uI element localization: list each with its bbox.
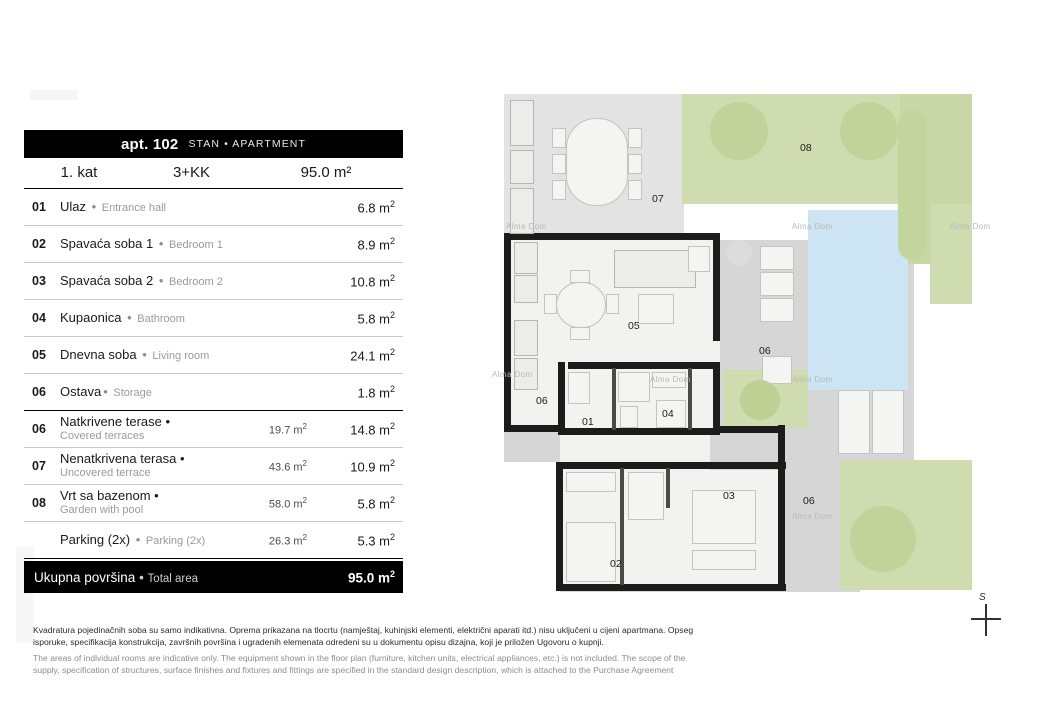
shrub-icon <box>840 102 898 160</box>
row-name: Kupaonica • Bathroom <box>60 309 185 325</box>
row-number: 02 <box>32 237 46 251</box>
row-name: Ulaz • Entrance hall <box>60 198 167 214</box>
wall-bedroom-west <box>556 462 563 590</box>
row-name-hr: Kupaonica <box>60 309 122 325</box>
row-name: Spavaća soba 2 • Bedroom 2 <box>60 272 223 288</box>
row-name-hr: Vrt sa bazenom • <box>60 488 159 503</box>
parking-space <box>838 390 870 454</box>
row-name-en: Bedroom 1 <box>169 238 223 251</box>
partition-bathroom-west <box>612 368 616 430</box>
row-number: 07 <box>32 459 46 473</box>
row-name-hr: Ostava <box>60 383 102 399</box>
row-number: 06 <box>32 422 46 436</box>
row-area: 10.8 $m^2$ <box>350 272 395 290</box>
wall-bedroom-south <box>556 584 786 591</box>
row-name-en: Garden with pool <box>60 504 144 517</box>
row-area: 1.8 $m^2$ <box>357 383 395 401</box>
room-label-03: 03 <box>723 490 735 502</box>
row-area: 24.1 $m^2$ <box>350 346 395 364</box>
row-name <box>60 414 239 444</box>
table-row <box>24 448 403 485</box>
outdoor-chair <box>552 180 566 200</box>
compass-rose <box>965 592 1007 636</box>
table-row <box>24 226 403 263</box>
table-row <box>24 337 403 374</box>
wall-north <box>504 233 720 240</box>
corridor-storage <box>628 472 664 520</box>
outdoor-chair <box>628 128 642 148</box>
partition-bedroom-2 <box>620 525 624 585</box>
outdoor-table-pool <box>762 356 792 384</box>
wall-bedroom-east <box>778 425 785 590</box>
decorative-block-top-left <box>30 90 78 100</box>
row-alt-area: 26.3 $m^2$ <box>268 532 307 548</box>
dining-chair <box>544 294 557 314</box>
parking-space <box>872 390 904 454</box>
table-row <box>24 411 403 448</box>
room-label-07: 07 <box>652 193 664 205</box>
kitchen-unit <box>514 242 538 274</box>
watermark: Alma Dom <box>792 512 833 521</box>
room-label-05: 05 <box>628 320 640 332</box>
total-area-label: Ukupna površina • Total area <box>34 569 199 585</box>
row-number: 01 <box>32 200 46 214</box>
wall-west-lower <box>504 353 511 431</box>
row-name: Spavaća soba 1 • Bedroom 1 <box>60 235 223 251</box>
compass-label-south: S <box>979 592 986 603</box>
garden-east <box>930 204 972 304</box>
apartment-header <box>24 130 403 158</box>
shrub-icon <box>710 102 768 160</box>
dining-chair <box>570 327 590 340</box>
row-name-hr: Dnevna soba <box>60 346 137 362</box>
outdoor-appliance <box>510 150 534 184</box>
row-name-en: Living room <box>152 349 210 362</box>
watermark: Alma Dom <box>950 222 991 231</box>
compass-horizontal-line <box>971 618 1001 620</box>
bathroom-shower <box>618 372 650 402</box>
total-label-en: Total area <box>147 572 199 585</box>
tree-icon <box>726 240 752 266</box>
bedroom2-bed <box>566 522 616 582</box>
room-label-06-storage: 06 <box>536 395 548 407</box>
watermark: Alma Dom <box>506 222 547 231</box>
row-name <box>60 488 239 518</box>
table-row <box>24 485 403 522</box>
partition-bedroom-3 <box>666 468 670 508</box>
row-name-hr: Natkrivene terase • <box>60 414 171 429</box>
row-name-en: Covered terraces <box>60 430 145 443</box>
row-name-en: Bedroom 2 <box>169 275 223 288</box>
row-name: Dnevna soba • Living room <box>60 346 210 362</box>
table-row <box>24 189 403 226</box>
outdoor-dining-table <box>566 118 628 206</box>
shrub-icon <box>898 110 926 260</box>
row-name-hr: Nenatkrivena terasa • <box>60 451 185 466</box>
row-number: 08 <box>32 496 46 510</box>
outdoor-kitchen-unit <box>510 100 534 146</box>
row-alt-area: 58.0 $m^2$ <box>268 495 307 511</box>
row-name-en: Bathroom <box>137 312 185 325</box>
dining-chair <box>570 270 590 283</box>
row-name-hr: Spavaća soba 2 <box>60 272 154 288</box>
bedroom3-wardrobe <box>692 550 756 570</box>
row-number: 03 <box>32 274 46 288</box>
row-name-hr: Parking (2x) <box>60 531 131 547</box>
wall-storage-left <box>504 425 564 432</box>
plant-icon <box>740 380 780 420</box>
compass-vertical-line <box>985 604 987 636</box>
footnote-hr: Kvadratura pojedinačnih soba su samo indikativna. Oprema prikazana na tlocrtu (namještaj, kuhinjski elementi, električni aparati itd.) nisu uključeni u cijeni apartmana. Opseg isporuke, specifikacija konstrukcija, završnih površina i ugradenih elemenata odredeni su u dokumentu opisu dizajna, koji je priložen Ugovoru o kupnji. <box>33 625 694 648</box>
dining-table <box>556 282 606 328</box>
wall-entry-south <box>558 428 720 435</box>
row-alt-area: 19.7 $m^2$ <box>268 421 307 437</box>
apartment-spec-table <box>24 130 403 593</box>
row-name-en: Entrance hall <box>101 201 167 214</box>
outdoor-chair <box>628 180 642 200</box>
row-area: 5.3 $m^2$ <box>357 531 395 549</box>
wall-terrace-east <box>713 426 785 433</box>
room-label-04: 04 <box>662 408 674 420</box>
table-row <box>24 522 403 559</box>
shrub-icon <box>850 506 916 572</box>
row-number: 06 <box>32 385 46 399</box>
outdoor-chair <box>552 128 566 148</box>
room-label-02: 02 <box>610 558 622 570</box>
watermark: Alma Dom <box>492 370 533 379</box>
bedroom2-wardrobe <box>566 472 616 492</box>
watermark: Alma Dom <box>650 375 691 384</box>
watermark: Alma Dom <box>792 375 833 384</box>
outdoor-chair <box>628 154 642 174</box>
apartment-floor: 1. kat <box>60 164 98 181</box>
kitchen-cabinet <box>514 320 538 356</box>
outdoor-chair <box>552 154 566 174</box>
row-alt-area: 43.6 $m^2$ <box>268 458 307 474</box>
sofa <box>614 250 696 288</box>
row-area: 6.8 $m^2$ <box>357 198 395 216</box>
total-area-row <box>24 561 403 593</box>
row-area: 10.9 $m^2$ <box>350 457 395 475</box>
sun-lounger <box>760 298 794 322</box>
row-name-hr: Spavaća soba 1 <box>60 235 154 251</box>
armchair <box>688 246 710 272</box>
row-name-en: Storage <box>113 386 152 399</box>
apartment-code: apt. 102 <box>120 135 179 153</box>
coffee-table <box>638 294 674 324</box>
row-name-hr: Ulaz <box>60 198 87 214</box>
room-label-01: 01 <box>582 416 594 428</box>
apartment-type: 3+KK <box>172 164 211 181</box>
footnote-en: The areas of individual rooms are indicative only. The equipment shown in the floor plan (furniture, kitchen units, electrical appliances, etc.) is not included. The scope of the supply, specification of structures, surface finishes and fixtures and fittings are specified in the standard design description, which is attached to the Purchase Agreement <box>33 652 686 676</box>
kitchen-sink <box>514 275 538 303</box>
table-row <box>24 300 403 337</box>
row-area: 5.8 $m^2$ <box>357 494 395 512</box>
wall-storage-right <box>558 362 565 432</box>
row-number: 05 <box>32 348 46 362</box>
wall-east-living <box>713 233 720 341</box>
wall-bedroom-north <box>556 462 786 469</box>
apartment-subtitle: STAN • APARTMENT <box>188 138 306 150</box>
room-label-06-terrace: 06 <box>803 495 815 507</box>
dining-chair <box>606 294 619 314</box>
swimming-pool <box>808 210 908 390</box>
row-name: Ostava • Storage <box>60 383 152 399</box>
row-name-en: Parking (2x) <box>145 534 206 547</box>
wall-west-upper <box>504 233 511 353</box>
row-name-en: Uncovered terrace <box>60 467 151 480</box>
apartment-area: 95.0 m² <box>300 164 352 181</box>
row-area: 8.9 $m^2$ <box>357 235 395 253</box>
sun-lounger <box>760 246 794 270</box>
room-label-08: 08 <box>800 142 812 154</box>
bathroom-toilet <box>620 406 638 428</box>
total-label-hr: Ukupna površina <box>34 569 136 585</box>
footnotes <box>33 624 713 677</box>
table-row <box>24 263 403 300</box>
watermark: Alma Dom <box>792 222 833 231</box>
floor-plan <box>470 70 1010 630</box>
partition-corridor <box>620 468 624 528</box>
wall-south-living <box>568 362 720 369</box>
row-area: 14.8 $m^2$ <box>350 420 395 438</box>
total-area-value: 95.0 $m^2$ <box>347 568 395 586</box>
wall-corridor-east <box>713 370 720 434</box>
table-row <box>24 374 403 411</box>
sun-lounger <box>760 272 794 296</box>
row-name <box>60 451 239 481</box>
apartment-meta-row <box>24 158 403 189</box>
room-label-06-pool: 06 <box>759 345 771 357</box>
row-number: 04 <box>32 311 46 325</box>
row-name: Parking (2x) • Parking (2x) <box>60 531 206 547</box>
guest-wc-fixture <box>568 372 590 404</box>
row-area: 5.8 $m^2$ <box>357 309 395 327</box>
